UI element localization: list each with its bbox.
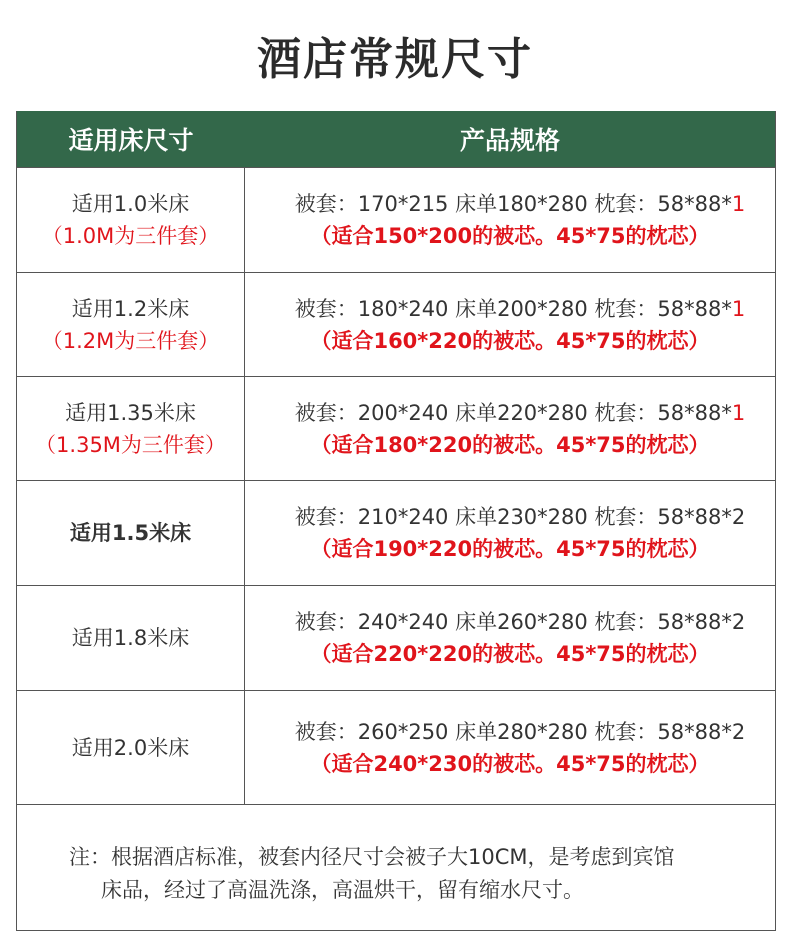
spec-note: （适合240*230的被芯。45*75的枕芯） (310, 751, 710, 776)
spec-cell (245, 273, 775, 376)
note-line-2: 床品，经过了高温洗涤，高温烘干，留有缩水尺寸。 (101, 878, 584, 902)
bed-size-label: 适用2.0米床 (71, 735, 190, 760)
bed-size-label: 适用1.2米床 (71, 296, 190, 321)
table-row (17, 585, 775, 690)
pillowcase-quantity: 2 (731, 505, 746, 529)
bed-size-label: 适用1.5米床 (69, 521, 192, 545)
pillowcase-quantity: 1 (731, 192, 746, 216)
table-row (17, 167, 775, 272)
bed-size-cell (17, 586, 245, 690)
bed-size-cell (17, 273, 245, 376)
spec-main (275, 716, 746, 748)
spec-cell (245, 168, 775, 272)
spec-cell (245, 586, 775, 690)
spec-note: （适合180*220的被芯。45*75的枕芯） (310, 432, 710, 457)
pillowcase-quantity: 2 (731, 719, 746, 744)
spec-cell (245, 481, 775, 585)
size-table (16, 111, 776, 931)
spec-main-text: 被套：200*240 床单220*280 枕套：58*88* (294, 400, 732, 425)
spec-main (275, 188, 746, 220)
spec-main-text: 被套：180*240 床单200*280 枕套：58*88* (294, 296, 732, 321)
pillowcase-quantity: 1 (731, 296, 746, 321)
spec-main (275, 606, 746, 638)
bed-size-label: 适用1.0米床 (71, 192, 190, 216)
spec-main-text: 被套：260*250 床单280*280 枕套：58*88* (294, 719, 732, 744)
spec-main-text: 被套：170*215 床单180*280 枕套：58*88* (294, 192, 732, 216)
pillowcase-quantity: 1 (731, 400, 746, 425)
spec-main-text: 被套：210*240 床单230*280 枕套：58*88* (294, 505, 732, 529)
bed-size-note: （1.0M为三件套） (41, 224, 220, 248)
bed-size-note: （1.35M为三件套） (35, 432, 226, 457)
bed-size-note: （1.2M为三件套） (41, 328, 220, 353)
bed-size-cell (17, 377, 245, 480)
table-row (17, 690, 775, 804)
pillowcase-quantity: 2 (731, 610, 746, 634)
spec-cell (245, 691, 775, 804)
spec-note: （适合160*220的被芯。45*75的枕芯） (310, 328, 710, 353)
table-row (17, 376, 775, 480)
spec-main (275, 397, 746, 429)
spec-main-text: 被套：240*240 床单260*280 枕套：58*88* (294, 610, 732, 634)
spec-main (275, 501, 746, 533)
header-specification: 产品规格 (459, 126, 560, 155)
bed-size-cell (17, 691, 245, 804)
bed-size-label: 适用1.8米床 (71, 626, 190, 650)
spec-note: （适合220*220的被芯。45*75的枕芯） (310, 642, 710, 666)
bed-size-cell (17, 481, 245, 585)
spec-cell (245, 377, 775, 480)
note-section (17, 804, 775, 930)
table-row (17, 272, 775, 376)
spec-note: （适合190*220的被芯。45*75的枕芯） (310, 537, 710, 561)
table-header (17, 111, 775, 167)
bed-size-label: 适用1.35米床 (65, 400, 196, 425)
table-row (17, 480, 775, 585)
bed-size-cell (17, 168, 245, 272)
spec-main (275, 293, 746, 325)
note-line-1: 注：根据酒店标准，被套内径尺寸会被子大10CM，是考虑到宾馆 (69, 845, 675, 869)
header-bed-size: 适用床尺寸 (68, 126, 194, 155)
page-title: 酒店常规尺寸 (257, 34, 533, 85)
spec-note: （适合150*200的被芯。45*75的枕芯） (310, 224, 710, 248)
